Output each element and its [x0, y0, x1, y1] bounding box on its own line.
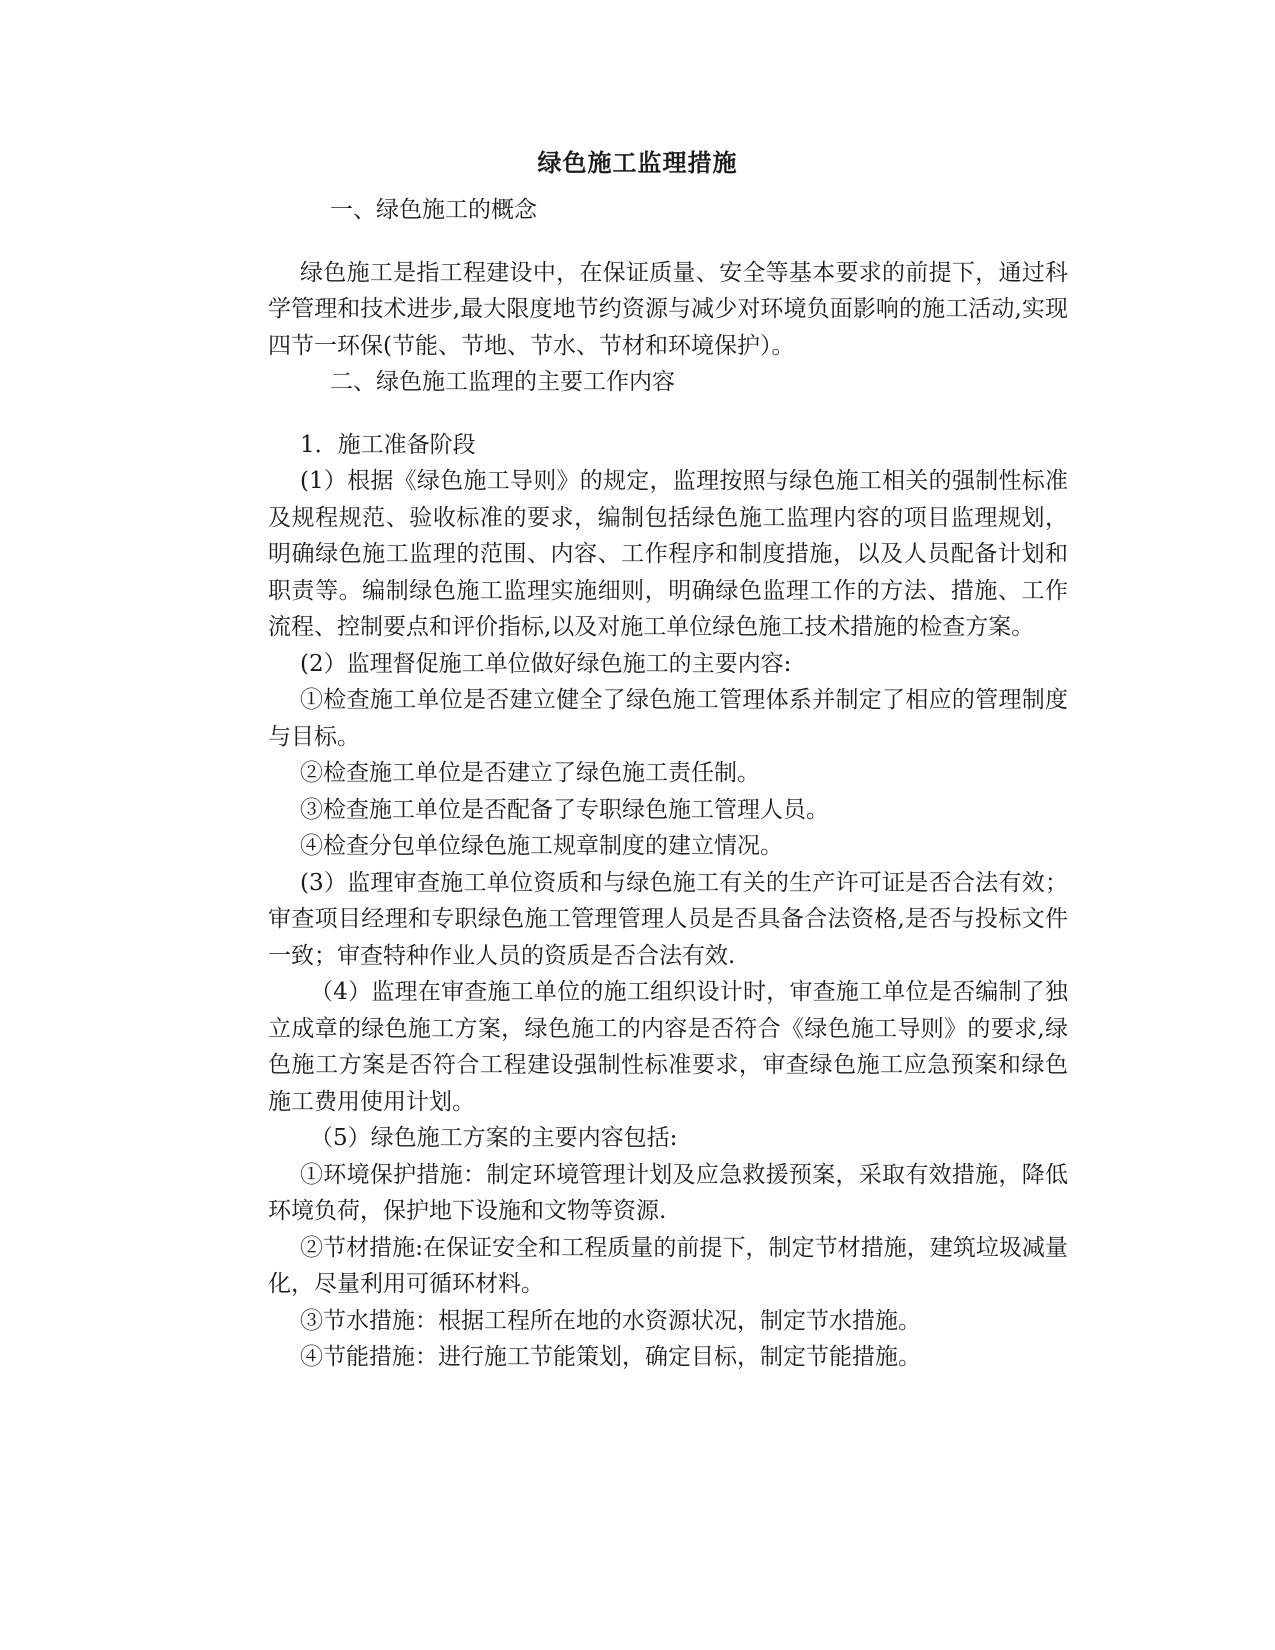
paragraph: (3）监理审查施工单位资质和与绿色施工有关的生产许可证是否合法有效；审查项目经理和专职绿色施工管理管理人员是否具备合法资格,是否与投标文件一致；审查特种作业人员的资质是否合法有效.: [268, 869, 1068, 969]
paragraph: ③节水措施：根据工程所在地的水资源状况，制定节水措施。: [300, 1307, 921, 1334]
paragraph: (1）根据《绿色施工导则》的规定，监理按照与绿色施工相关的强制性标准及规程规范、验收标准的要求，编制包括绿色施工监理内容的项目监理规划，明确绿色施工监理的范围、内容、工作程序和制度措施，以及人员配备计划和职责等。编制绿色施工监理实施细则，明确绿色监理工作的方法、措施、工作流程、控制要点和评价指标,以及对施工单位绿色施工技术措施的检查方案。: [268, 468, 1068, 640]
paragraph: ①环境保护措施：制定环境管理计划及应急救援预案，采取有效措施，降低环境负荷，保护地下设施和文物等资源.: [268, 1161, 1068, 1224]
section-heading-1: 一、绿色施工的概念: [330, 197, 537, 223]
document-body: [268, 192, 1068, 1376]
paragraph: (2）监理督促施工单位做好绿色施工的主要内容:: [300, 650, 792, 677]
paragraph: ③检查施工单位是否配备了专职绿色施工管理人员。: [300, 796, 829, 823]
paragraph: ②节材措施:在保证安全和工程质量的前提下，制定节材措施，建筑垃圾减量化，尽量利用可循环材料。: [268, 1234, 1068, 1297]
paragraph: （4）监理在审查施工单位的施工组织设计时，审查施工单位是否编制了独立成章的绿色施工方案，绿色施工的内容是否符合《绿色施工导则》的要求,绿色施工方案是否符合工程建设强制性标准要求，审查绿色施工应急预案和绿色施工费用使用计划。: [268, 979, 1068, 1115]
section-heading-2: 二、绿色施工监理的主要工作内容: [330, 369, 675, 395]
paragraph-concept: 绿色施工是指工程建设中，在保证质量、安全等基本要求的前提下，通过科学管理和技术进步,最大限度地节约资源与减少对环境负面影响的施工活动,实现四节一环保(节能、节地、节水、节材和环境保护）。: [268, 259, 1068, 359]
paragraph: ①检查施工单位是否建立健全了绿色施工管理体系并制定了相应的管理制度与目标。: [268, 687, 1068, 750]
paragraph: ④节能措施：进行施工节能策划，确定目标，制定节能措施。: [300, 1344, 921, 1370]
subsection-heading-1: 1．施工准备阶段: [300, 431, 476, 458]
paragraph: ②检查施工单位是否建立了绿色施工责任制。: [300, 760, 760, 786]
paragraph: （5）绿色施工方案的主要内容包括:: [310, 1125, 678, 1151]
paragraph: ④检查分包单位绿色施工规章制度的建立情况。: [300, 833, 783, 859]
document-title: 绿色施工监理措施: [537, 148, 738, 177]
